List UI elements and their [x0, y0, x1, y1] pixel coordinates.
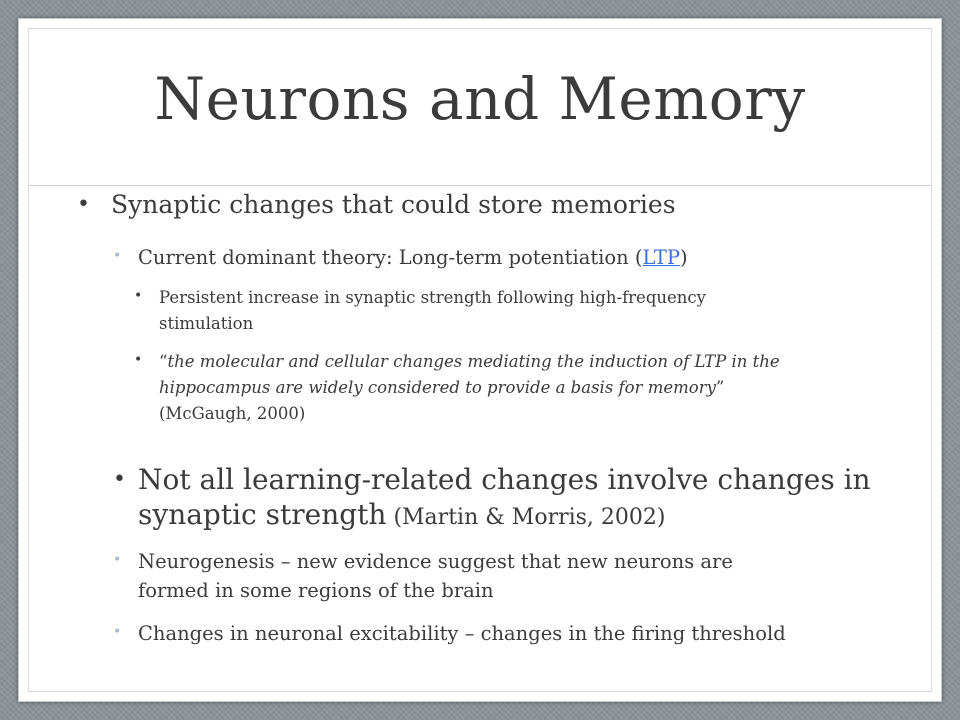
line-2-citation: (Martin & Morris, 2002)	[386, 505, 666, 530]
bullet-dot: •	[134, 288, 143, 304]
line-1: Neurogenesis – new evidence suggest that new neurons are	[138, 550, 733, 573]
bullet-dot: •	[113, 467, 126, 492]
sub-sub-bullet-text	[159, 285, 706, 337]
line-2-main: synaptic strength	[138, 498, 387, 531]
open-quote: “	[159, 352, 168, 371]
quote-line-2: hippocampus are widely considered to provide a basis for memory	[159, 378, 716, 397]
bullet-text	[138, 462, 871, 535]
bullet-dot: •	[113, 552, 122, 568]
bullet-dot: •	[77, 192, 90, 217]
ltp-link[interactable]: LTP	[642, 246, 681, 269]
close-quote: ”	[715, 378, 725, 397]
slide	[18, 18, 942, 702]
sub-bullet-text	[138, 547, 733, 605]
slide-body	[19, 19, 943, 703]
sub-bullet-text-prefix: Current dominant theory: Long-term potentiation (	[138, 246, 643, 269]
line-2: stimulation	[159, 314, 254, 333]
line-1: Persistent increase in synaptic strength following high-frequency	[159, 288, 706, 307]
line-2: formed in some regions of the brain	[138, 579, 494, 602]
sub-bullet-text: Changes in neuronal excitability – changes in the firing threshold	[138, 622, 786, 645]
quote-line-1: the molecular and cellular changes mediating the induction of LTP in the	[167, 352, 780, 371]
bullet-text: Synaptic changes that could store memories	[111, 190, 676, 219]
sub-sub-bullet-text	[159, 349, 780, 427]
slide-title: Neurons and Memory	[154, 65, 806, 133]
line-1: Not all learning-related changes involve changes in	[138, 463, 871, 496]
bullet-dot: •	[113, 248, 122, 264]
bullet-dot: •	[134, 352, 143, 368]
sub-bullet-text	[138, 243, 688, 272]
citation: (McGaugh, 2000)	[159, 404, 306, 423]
bullet-dot: •	[113, 624, 122, 640]
sub-bullet-text-suffix: )	[680, 246, 688, 269]
